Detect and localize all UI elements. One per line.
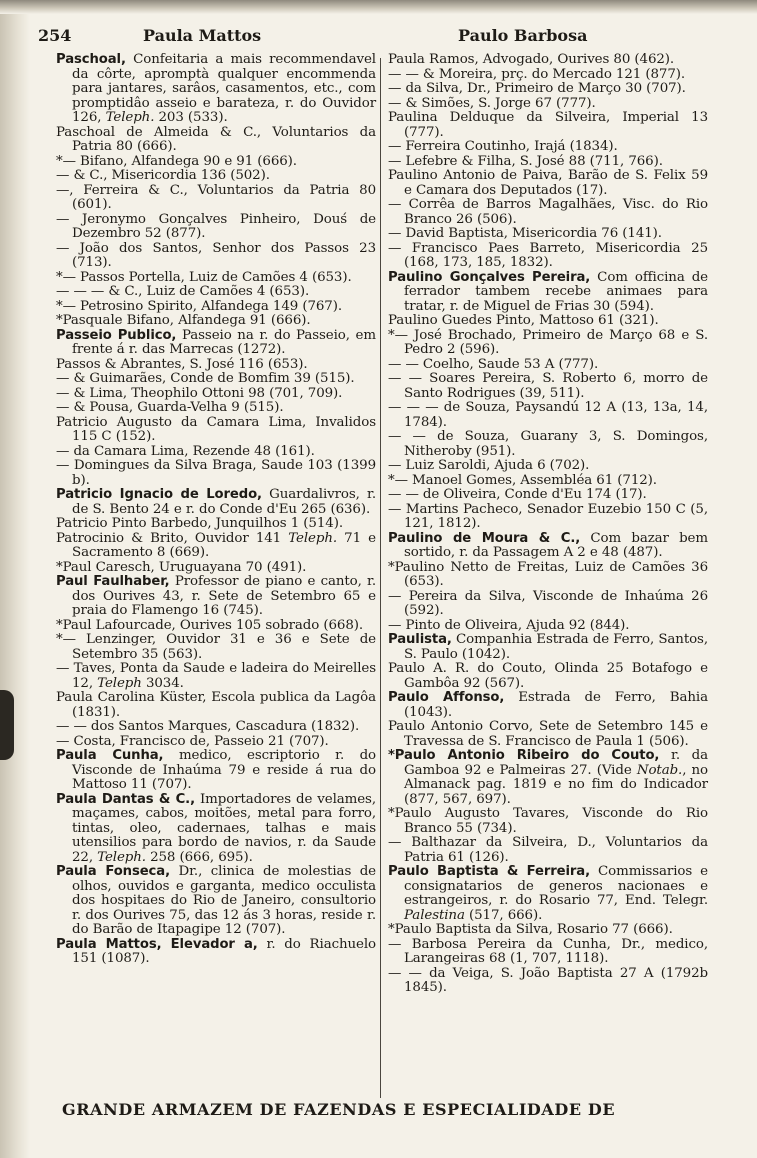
directory-entry (388, 561, 708, 590)
entry-text: Paulo Antonio Corvo, Sete de Setembro 145 e Travessa de S. Francisco de Paula 1 (506). (388, 719, 708, 749)
entry-text: *— Lenzinger, Ouvidor 31 e 36 e Sete de Setembro 35 (563). (56, 632, 376, 662)
entry-text: r. da Gamboa 92 e Palmeiras 27. (Vide (404, 748, 709, 778)
entry-name: Paula Dantas & C., (56, 791, 195, 807)
directory-entry (388, 865, 708, 923)
entry-text: *— Manoel Gomes, Assembléa 61 (712). (388, 472, 657, 488)
directory-entry (56, 633, 376, 662)
directory-entry (56, 735, 376, 750)
entry-text: — Corrêa de Barros Magalhães, Visc. do Rio Branco 26 (506). (388, 197, 708, 227)
footer-advertisement: GRANDE ARMAZEM DE FAZENDAS E ESPECIALIDADE DE (62, 1100, 616, 1119)
directory-entry (388, 720, 708, 749)
entry-name: Paschoal, (56, 52, 126, 67)
entry-italic: Teleph. (105, 110, 155, 125)
entry-text: — — — de Souza, Paysandú 12 A (13, 13a, 14, 1784). (388, 400, 708, 430)
running-head-right: Paulo Barbosa (458, 26, 588, 45)
entry-tail: 203 (533). (154, 110, 228, 125)
directory-entry (388, 532, 708, 561)
entry-text: Paulino Guedes Pinto, Mattoso 61 (321). (388, 313, 659, 328)
directory-entry (56, 865, 376, 938)
entry-text: Confeitaria a mais recommendavel da côrte, apromptà qualquer encommenda para jantares, sarâos, casamentos, etc., com promptidâo asseio e barateza, r. do Ouvidor 126, (72, 52, 376, 125)
directory-entry (388, 271, 708, 315)
entry-text: — Costa, Francisco de, Passeio 21 (707). (56, 733, 329, 749)
entry-text: Paula Carolina Küster, Escola publica da Lagôa (1831). (56, 690, 376, 720)
directory-entry (388, 314, 708, 329)
directory-entry (56, 300, 376, 315)
directory-entry (56, 242, 376, 271)
entry-text: — Taves, Ponta da Saude e ladeira do Meirelles 12, (56, 661, 376, 691)
entry-text: — — Soares Pereira, S. Roberto 6, morro de Santo Rodrigues (39, 511). (388, 371, 708, 401)
directory-entry (56, 445, 376, 460)
entry-name: Paulo Affonso, (388, 690, 505, 705)
ink-blot (0, 690, 14, 760)
entry-text: —, Ferreira & C., Voluntarios da Patria 80 (601). (56, 182, 376, 212)
entry-text: — da Silva, Dr., Primeiro de Março 30 (707). (388, 81, 686, 96)
entry-text: Com officina de ferrador tambem recebe animaes para tratar, r. de Miguel de Frias 30 (594). (404, 269, 708, 314)
entry-name: Paul Faulhaber, (56, 574, 170, 589)
entry-text: — — de Oliveira, Conde d'Eu 174 (17). (388, 487, 647, 502)
entry-text: — & Pousa, Guarda-Velha 9 (515). (56, 400, 284, 415)
directory-entry (56, 184, 376, 213)
entry-tail: 71 e Sacramento 8 (669). (72, 530, 376, 560)
directory-entry (56, 749, 376, 793)
directory-entry (56, 169, 376, 184)
directory-entry (388, 329, 708, 358)
directory-entry (388, 140, 708, 155)
page-header (38, 24, 733, 50)
entry-text: Paula Ramos, Advogado, Ourives 80 (462). (388, 52, 675, 67)
entry-text: — Barbosa Pereira da Cunha, Dr., medico, Larangeiras 68 (1, 707, 1118). (388, 936, 708, 966)
directory-entry (388, 227, 708, 242)
entry-name: Paulista, (388, 632, 452, 647)
directory-entry (388, 358, 708, 373)
entry-text: *— Bifano, Alfandega 90 e 91 (666). (56, 153, 297, 169)
directory-entry (388, 430, 708, 459)
directory-entry (56, 285, 376, 300)
entry-text: — & Simões, S. Jorge 67 (777). (388, 95, 596, 111)
entry-text: *Paulo Augusto Tavares, Visconde do Rio Branco 55 (734). (388, 806, 708, 836)
entry-text: Professor de piano e canto, r. dos Ourives 43, r. Sete de Setembro 65 e praia do Flamengo 16 (745). (72, 574, 376, 618)
page-gutter-shadow (0, 0, 30, 1158)
right-column (388, 53, 708, 996)
entry-text: r. do Riachuelo 151 (1087). (72, 936, 376, 966)
running-head-left: Paula Mattos (143, 26, 262, 45)
entry-name: *Paulo Antonio Ribeiro do Couto, (388, 748, 660, 763)
entry-text: — Lefebre & Filha, S. José 88 (711, 766). (388, 153, 663, 169)
entry-text: *— Passos Portella, Luiz de Camões 4 (653). (56, 269, 352, 285)
entry-italic: Palestina (404, 907, 465, 923)
directory-entry (388, 97, 708, 112)
column-divider (380, 58, 381, 1098)
entry-text: *Paulo Baptista da Silva, Rosario 77 (666). (388, 922, 673, 937)
directory-entry (388, 169, 708, 198)
entry-text: — — de Souza, Guarany 3, S. Domingos, Nitheroby (951). (388, 429, 708, 459)
entry-text: medico, escriptorio r. do Visconde de Inhaúma 79 e reside á rua do Mattoso 11 (707). (72, 748, 377, 792)
directory-entry (388, 53, 708, 68)
directory-entry (56, 793, 376, 866)
directory-entry (388, 242, 708, 271)
entry-text: — Martins Pacheco, Senador Euzebio 150 C (5, 121, 1812). (388, 501, 708, 531)
directory-entry (56, 662, 376, 691)
directory-entry (56, 53, 376, 126)
directory-entry (388, 967, 708, 996)
directory-entry (56, 517, 376, 532)
entry-text: Paulino Antonio de Paiva, Barão de S. Felix 59 e Camara dos Deputados (17). (388, 168, 708, 198)
entry-tail: 258 (666, 695). (145, 849, 253, 865)
entry-name: Paulo Baptista & Ferreira, (388, 864, 590, 879)
entry-text: *Paul Lafourcade, Ourives 105 sobrado (668). (56, 617, 364, 633)
entry-text: — Domingues da Silva Braga, Saude 103 (1399 b). (56, 458, 376, 488)
directory-entry (56, 720, 376, 735)
entry-text: Patrocinio & Brito, Ouvidor 141 (56, 530, 289, 546)
directory-entry (388, 749, 708, 807)
entry-text: *— José Brochado, Primeiro de Março 68 e S. Pedro 2 (596). (388, 327, 708, 357)
entry-text: Companhia Estrada de Ferro, Santos, S. Paulo (1042). (404, 632, 708, 662)
directory-entry (388, 503, 708, 532)
entry-text: — Pinto de Oliveira, Ajuda 92 (844). (388, 617, 630, 633)
entry-text: Patricio Augusto da Camara Lima, Invalidos 115 C (152). (56, 414, 376, 444)
entry-text: Com bazar bem sortido, r. da Passagem A 2 e 48 (487). (404, 530, 708, 560)
directory-entry (388, 111, 708, 140)
directory-entry (56, 372, 376, 387)
directory-entry (388, 619, 708, 634)
directory-entry (56, 401, 376, 416)
directory-entry (388, 488, 708, 503)
directory-entry (56, 213, 376, 242)
directory-entry (388, 807, 708, 836)
directory-entry (388, 82, 708, 97)
directory-entry (388, 401, 708, 430)
directory-entry (388, 938, 708, 967)
directory-entry (388, 474, 708, 489)
entry-text: — Francisco Paes Barreto, Misericordia 25 (168, 173, 185, 1832). (388, 240, 708, 270)
entry-tail: , no Almanack pag. 1819 e no fim do Indicador (877, 567, 697). (404, 762, 708, 807)
entry-text: *— Petrosino Spirito, Alfandega 149 (767). (56, 298, 342, 314)
directory-entry (56, 329, 376, 358)
entry-text: — & C., Misericordia 136 (502). (56, 168, 270, 183)
entry-text: — — — & C., Luiz de Camões 4 (653). (56, 284, 310, 299)
entry-text: — da Camara Lima, Rezende 48 (161). (56, 443, 315, 459)
directory-entry (56, 691, 376, 720)
page-number: 254 (38, 26, 72, 45)
directory-entry (56, 358, 376, 373)
entry-text: *Pasquale Bifano, Alfandega 91 (666). (56, 313, 311, 328)
entry-text: Importadores de velames, maçames, cabos, moitões, metal para forro, tintas, oleo, cadernaes, talhas e mais utensilios para bordo de navios, r. da Saude 22, (72, 791, 376, 865)
entry-text: — Ferreira Coutinho, Irajá (1834). (388, 139, 618, 154)
entry-text: — — & Moreira, prç. do Mercado 121 (877). (388, 66, 686, 82)
directory-entry (388, 372, 708, 401)
entry-text: — & Lima, Theophilo Ottoni 98 (701, 709). (56, 385, 343, 401)
entry-italic: Notab. (636, 762, 683, 778)
entry-text: Paulo A. R. do Couto, Olinda 25 Botafogo e Gambôa 92 (567). (388, 661, 708, 691)
entry-text: — Pereira da Silva, Visconde de Inhaúma 26 (592). (388, 588, 708, 618)
entry-name: Paula Cunha, (56, 748, 164, 763)
entry-text: Estrada de Ferro, Bahia (1043). (404, 690, 708, 720)
directory-entry (388, 923, 708, 938)
directory-entry (56, 416, 376, 445)
entry-text: Guardalivros, r. de S. Bento 24 e r. do Conde d'Eu 265 (636). (72, 487, 376, 517)
entry-text: *Paulino Netto de Freitas, Luiz de Camões 36 (653). (388, 559, 708, 589)
entry-text: Dr., clinica de molestias de olhos, ouvidos e garganta, medico occulista dos hospitaes do Rio de Janeiro, consultorio r. dos Ourives 75, das 12 ás 3 horas, reside r. do Barão de Itapagipe 12 (707). (72, 864, 376, 937)
directory-entry (388, 662, 708, 691)
entry-italic: Teleph. (97, 849, 146, 865)
entry-text: — Balthazar da Silveira, D., Voluntarios da Patria 61 (126). (388, 835, 708, 865)
entry-text: Patricio Pinto Barbedo, Junquilhos 1 (514). (56, 516, 343, 531)
entry-text: Commissarios e consignatarios de generos nacionaes e estrangeiros, r. do Rosario 77, End. Telegr. (404, 864, 708, 908)
directory-entry (388, 633, 708, 662)
entry-name: Passeio Publico, (56, 327, 177, 343)
directory-entry (388, 459, 708, 474)
entry-tail: 3034. (141, 675, 184, 691)
directory-entry (388, 68, 708, 83)
directory-entry (56, 488, 376, 517)
entry-italic: Teleph. (288, 530, 338, 546)
directory-entry (388, 691, 708, 720)
entry-text: — — da Veiga, S. João Baptista 27 A (1792b 1845). (388, 965, 708, 995)
directory-entry (56, 619, 376, 634)
entry-name: Paulino de Moura & C., (388, 530, 581, 546)
left-column (56, 53, 376, 967)
entry-name: Paula Fonseca, (56, 864, 170, 879)
entry-name: Paula Mattos, Elevador a, (56, 936, 258, 952)
entry-text: *Paul Caresch, Uruguayana 70 (491). (56, 559, 307, 575)
directory-entry (56, 575, 376, 619)
directory-entry (388, 198, 708, 227)
entry-name: Paulino Gonçalves Pereira, (388, 269, 591, 285)
entry-tail: (517, 666). (464, 907, 543, 923)
entry-text: — Jeronymo Gonçalves Pinheiro, Douś de Dezembro 52 (877). (56, 211, 376, 241)
directory-entry (56, 314, 376, 329)
directory-entry (56, 459, 376, 488)
entry-text: Passos & Abrantes, S. José 116 (653). (56, 356, 308, 372)
entry-text: Passeio na r. do Passeio, em frente á r. das Marrecas (1272). (72, 327, 376, 357)
directory-entry (56, 126, 376, 155)
page-top-edge (0, 0, 757, 14)
entry-text: — & Guimarães, Conde de Bomfim 39 (515). (56, 371, 355, 386)
directory-entry (388, 155, 708, 170)
directory-entry (56, 561, 376, 576)
entry-text: — — dos Santos Marques, Cascadura (1832). (56, 719, 360, 734)
entry-text: — — Coelho, Saude 53 A (777). (388, 356, 599, 372)
directory-entry (56, 532, 376, 561)
directory-entry (56, 155, 376, 170)
directory-entry (388, 836, 708, 865)
entry-name: Patricio Ignacio de Loredo, (56, 487, 262, 502)
entry-text: Paulina Delduque da Silveira, Imperial 13 (777). (388, 110, 708, 140)
entry-text: Paschoal de Almeida & C., Voluntarios da Patria 80 (666). (56, 124, 376, 154)
entry-text: — João dos Santos, Senhor dos Passos 23 (713). (56, 240, 376, 270)
entry-italic: Teleph (97, 675, 142, 691)
directory-entry (56, 271, 376, 286)
directory-entry (56, 938, 376, 967)
entry-text: — Luiz Saroldi, Ajuda 6 (702). (388, 458, 590, 473)
entry-text: — David Baptista, Misericordia 76 (141). (388, 226, 662, 241)
directory-entry (56, 387, 376, 402)
directory-entry (388, 590, 708, 619)
